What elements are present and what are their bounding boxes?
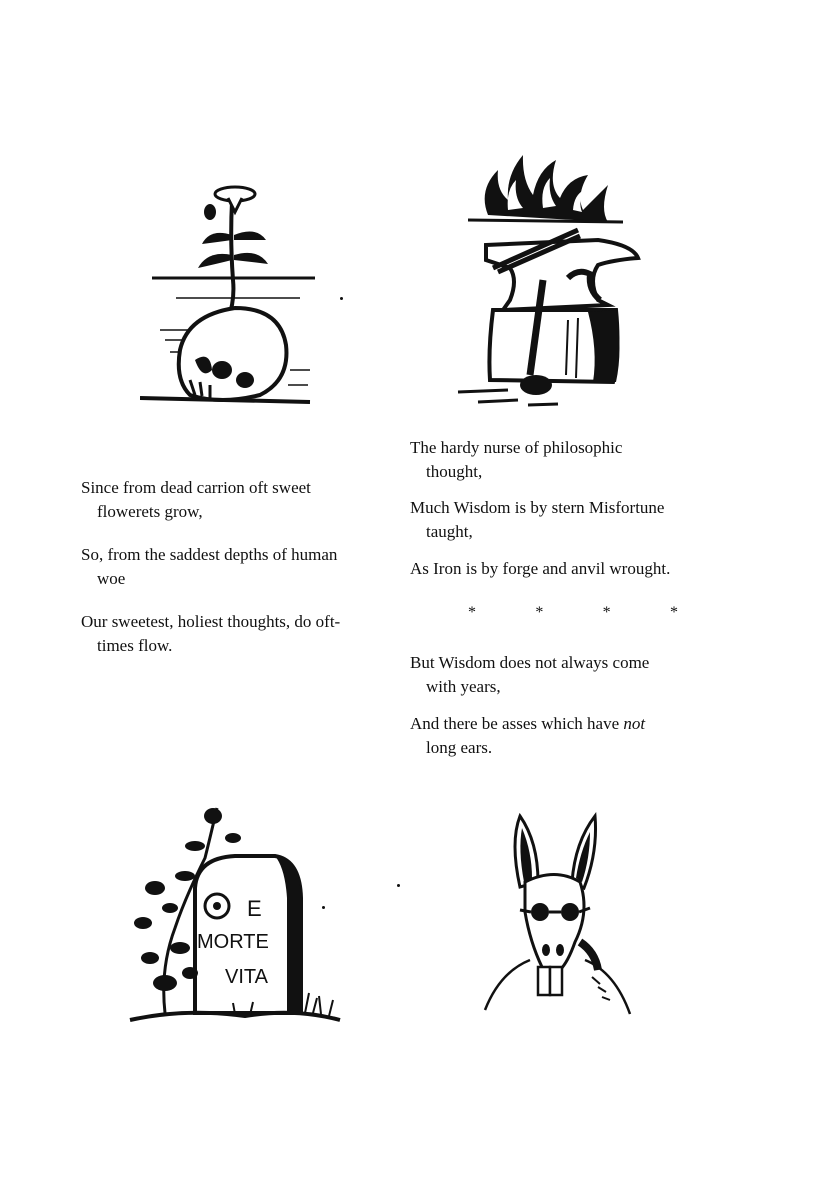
poem-line: Since from dead carrion oft sweet <box>81 478 311 497</box>
poem-line: As Iron is by forge and anvil wrought. <box>410 559 671 578</box>
asterisk: * <box>669 604 678 621</box>
poem-line: Much Wisdom is by stern Misfortune <box>410 498 665 517</box>
donkey-illustration <box>480 812 635 1017</box>
right-stanza-1 <box>410 436 622 484</box>
asterisk: * <box>602 604 611 621</box>
gravestone-text: E <box>247 896 262 921</box>
poem-line: Our sweetest, holiest thoughts, do oft- <box>81 612 341 631</box>
flower-skull-illustration <box>140 180 360 415</box>
emphasized-word: not <box>623 714 646 733</box>
left-stanza-3 <box>81 610 340 658</box>
right-stanza-4 <box>410 651 649 699</box>
stanza-separator <box>468 604 678 622</box>
right-stanza-3 <box>410 557 670 581</box>
right-stanza-2 <box>410 496 664 544</box>
poem-line: woe <box>97 569 126 588</box>
poem-line: But Wisdom does not always come <box>410 653 650 672</box>
poem-line <box>410 712 645 736</box>
asterisk: * <box>535 604 544 621</box>
anvil-forge-illustration <box>448 150 648 410</box>
poem-line: with years, <box>426 677 501 696</box>
right-stanza-5 <box>410 712 645 760</box>
poem-line: flowerets grow, <box>97 502 203 521</box>
poem-line-text: And there be asses which have <box>410 714 624 733</box>
left-stanza-1 <box>81 476 311 524</box>
ink-speck <box>340 297 343 300</box>
poem-line: So, from the saddest depths of human <box>81 545 338 564</box>
gravestone-text: VITA <box>225 966 268 988</box>
ink-speck <box>322 906 325 909</box>
gravestone-illustration <box>125 798 350 1030</box>
poem-line: times flow. <box>97 636 173 655</box>
poem-line: taught, <box>426 522 473 541</box>
poem-line: thought, <box>426 462 483 481</box>
poem-line: long ears. <box>426 738 493 757</box>
gravestone-text: MORTE <box>197 931 269 953</box>
left-stanza-2 <box>81 543 337 591</box>
asterisk: * <box>468 604 476 621</box>
ink-speck <box>397 884 400 887</box>
poem-line: The hardy nurse of philosophic <box>410 438 623 457</box>
